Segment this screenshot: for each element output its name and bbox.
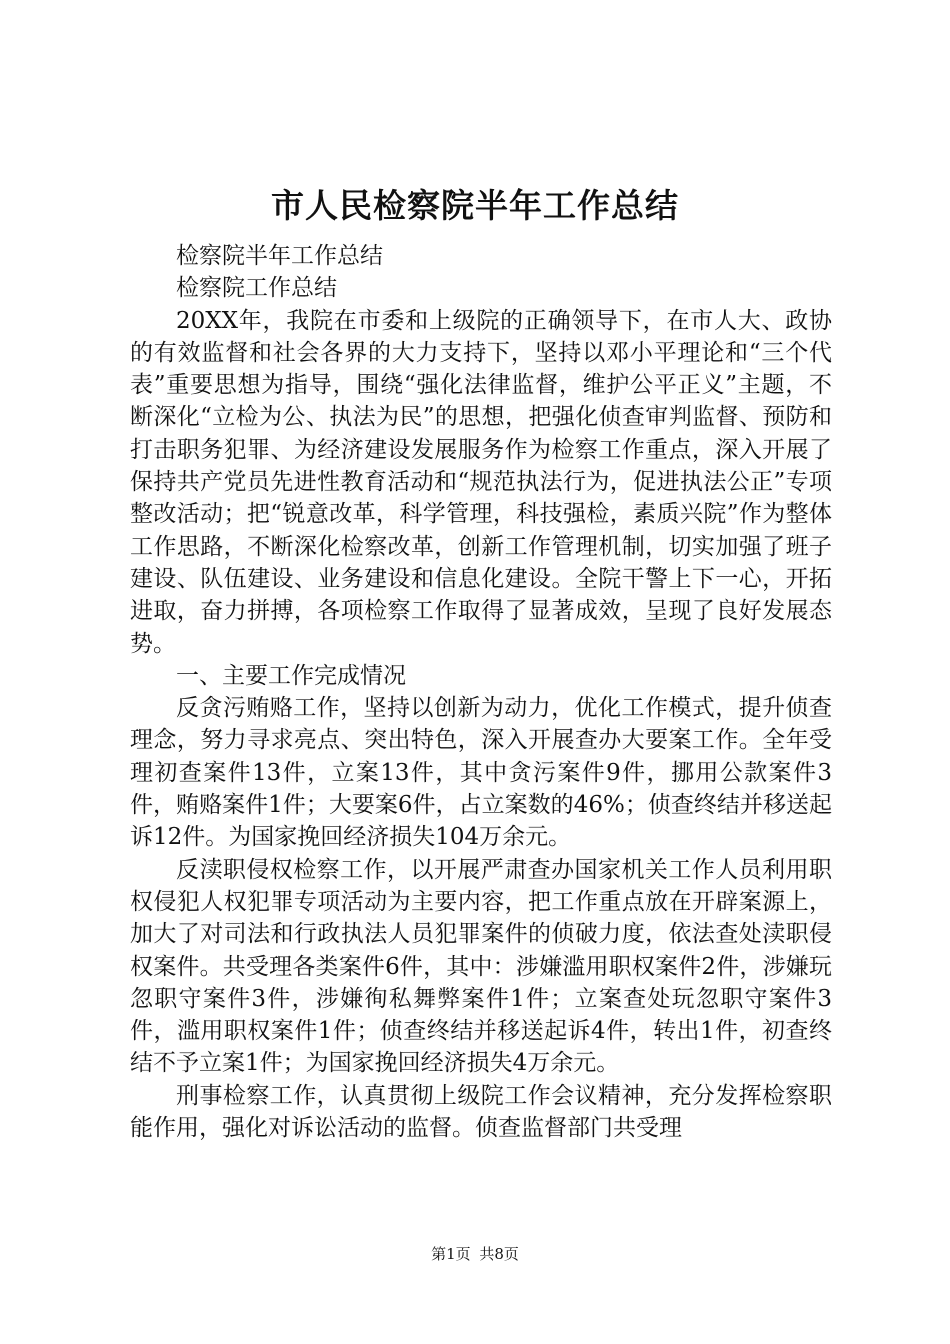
section-heading: 一、主要工作完成情况	[176, 662, 406, 689]
paragraph-criminal-prosecution: 刑事检察工作，认真贯彻上级院工作会议精神，充分发挥检察职能作用，强化对诉讼活动的监督。侦查监督部门共受理	[130, 1082, 832, 1142]
paragraph-subtitle-2: 检察院工作总结	[176, 275, 337, 302]
document-title: 市人民检察院半年工作总结	[271, 186, 679, 225]
document-body	[130, 240, 832, 1144]
page-total: 共8页	[479, 1245, 519, 1263]
page-footer	[0, 1244, 950, 1264]
page-number: 第1页	[431, 1245, 471, 1263]
paragraph-intro: 20XX年，我院在市委和上级院的正确领导下，在市人大、政协的有效监督和社会各界的大力支持下，坚持以邓小平理论和“三个代表”重要思想为指导，围绕“强化法律监督，维护公平正义”主题，不断深化“立检为公、执法为民”的思想，把强化侦查审判监督、预防和打击职务犯罪、为经济建设发展服务作为检察工作重点，深入开展了保持共产党员先进性教育活动和“规范执法行为，促进执法公正”专项整改活动；把“锐意改革，科学管理，科技强检，素质兴院”作为整体工作思路，不断深化检察改革，创新工作管理机制，切实加强了班子建设、队伍建设、业务建设和信息化建设。全院干警上下一心，开拓进取，奋力拼搏，各项检察工作取得了显著成效，呈现了良好发展态势。	[130, 307, 832, 657]
paragraph-anti-corruption: 反贪污贿赂工作，坚持以创新为动力，优化工作模式，提升侦查理念，努力寻求亮点、突出特色，深入开展查办大要案工作。全年受理初查案件13件，立案13件，其中贪污案件9件，挪用公款案件3件，贿赂案件1件；大要案6件，占立案数的46%；侦查终结并移送起诉12件。为国家挽回经济损失104万余元。	[130, 695, 832, 851]
paragraph-anti-malfeasance: 反渎职侵权检察工作，以开展严肃查办国家机关工作人员利用职权侵犯人权犯罪专项活动为主要内容，把工作重点放在开辟案源上，加大了对司法和行政执法人员犯罪案件的侦破力度，依法查处渎职侵权案件。共受理各类案件6件，其中：涉嫌滥用职权案件2件，涉嫌玩忽职守案件3件，涉嫌徇私舞弊案件1件；立案查处玩忽职守案件3件，滥用职权案件1件；侦查终结并移送起诉4件，转出1件，初查终结不予立案1件；为国家挽回经济损失4万余元。	[130, 856, 832, 1077]
paragraph-subtitle-1: 检察院半年工作总结	[176, 243, 383, 269]
